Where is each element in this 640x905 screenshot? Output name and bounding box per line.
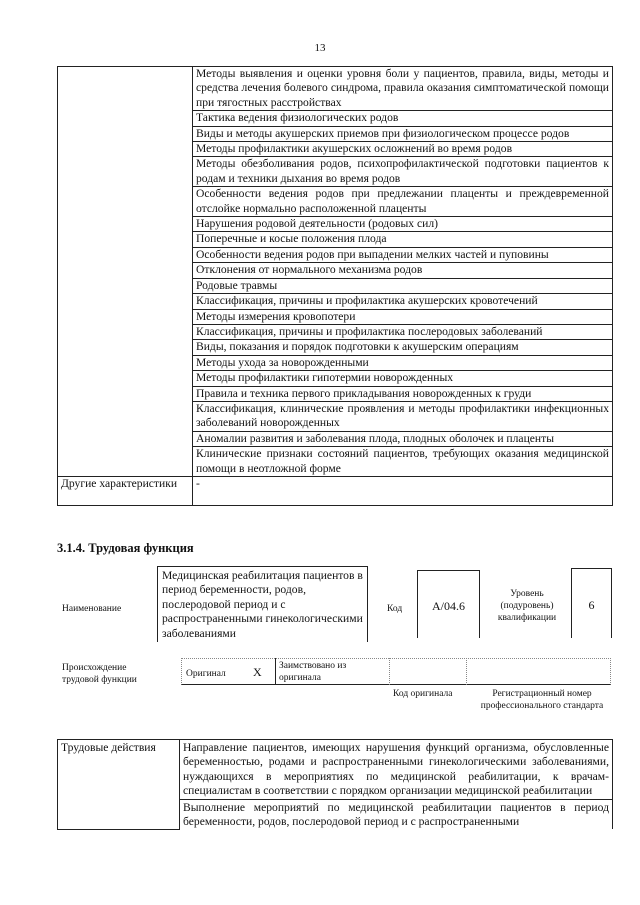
level-value: 6 bbox=[588, 598, 595, 612]
knowledge-item: Поперечные и косые положения плода bbox=[193, 232, 613, 247]
knowledge-item: Методы обезболивания родов, психопрофилактической подготовки пациентов к родам и техники дыхания во время родов bbox=[193, 157, 613, 187]
knowledge-label-cell bbox=[58, 67, 193, 477]
level-label: Уровень (подуровень) квалификации bbox=[497, 589, 557, 623]
knowledge-item: Классификация, причины и профилактика послеродовых заболеваний bbox=[193, 324, 613, 339]
origin-divider-3 bbox=[466, 658, 467, 685]
level-box bbox=[571, 568, 612, 638]
knowledge-item: Методы профилактики акушерских осложнений во время родов bbox=[193, 142, 613, 157]
knowledge-item: Методы выявления и оценки уровня боли у пациентов, правила, виды, методы и средства лечения болевого синдрома, правила оказания симптоматической помощи при тягостных расстройствах bbox=[193, 67, 613, 111]
other-characteristics-row bbox=[58, 476, 613, 505]
duties-table bbox=[57, 739, 613, 830]
reg-number-label: Регистрационный номер профессионального стандарта bbox=[480, 689, 604, 711]
knowledge-row bbox=[58, 67, 613, 111]
origin-divider-1 bbox=[275, 658, 276, 685]
code-original-label: Код оригинала bbox=[393, 689, 453, 699]
duty-row bbox=[58, 740, 613, 800]
duty-item: Выполнение мероприятий по медицинской реабилитации пациентов в период беременности, родов, послеродовой период и с распространенными bbox=[180, 799, 613, 829]
knowledge-item: Особенности ведения родов при выпадении мелких частей и пуповины bbox=[193, 247, 613, 262]
knowledge-item: Правила и техника первого прикладывания новорожденных к груди bbox=[193, 386, 613, 401]
knowledge-item: Классификация, клинические проявления и методы профилактики инфекционных заболеваний новорожденных bbox=[193, 401, 613, 431]
duty-item: Направление пациентов, имеющих нарушения функций организма, обусловленные беременностью, родами и распространенными гинекологическими заболеваниями, нуждающихся в мероприятиях по медицинской реабилитации, к врачам-специалистам в соответствии с порядком организации медицинской реабилитации bbox=[180, 740, 613, 800]
code-box bbox=[417, 570, 480, 638]
knowledge-item: Тактика ведения физиологических родов bbox=[193, 111, 613, 126]
origin-divider-2 bbox=[389, 658, 390, 685]
knowledge-item: Классификация, причины и профилактика акушерских кровотечений bbox=[193, 294, 613, 309]
original-mark: X bbox=[253, 665, 262, 679]
code-value: А/04.6 bbox=[432, 599, 465, 613]
knowledge-item: Методы измерения кровопотери bbox=[193, 309, 613, 324]
function-name-box bbox=[157, 566, 368, 642]
knowledge-table bbox=[57, 66, 613, 506]
code-label: Код bbox=[387, 604, 403, 614]
knowledge-item: Методы профилактики гипотермии новорожденных bbox=[193, 371, 613, 386]
knowledge-item: Методы ухода за новорожденными bbox=[193, 355, 613, 370]
knowledge-item: Виды и методы акушерских приемов при физиологическом процессе родов bbox=[193, 126, 613, 141]
borrowed-label: Заимствовано из оригинала bbox=[279, 661, 347, 683]
function-name: Медицинская реабилитация пациентов в период беременности, родов, послеродовой период и с распространенными гинекологическими заболеваниями bbox=[162, 569, 363, 640]
section-title: 3.1.4. Трудовая функция bbox=[57, 541, 194, 555]
knowledge-item: Особенности ведения родов при предлежании плаценты и преждевременной отслойке нормально расположенной плаценты bbox=[193, 187, 613, 217]
knowledge-item: Нарушения родовой деятельности (родовых сил) bbox=[193, 217, 613, 232]
other-characteristics-label: Другие характеристики bbox=[58, 476, 193, 505]
name-label: Наименование bbox=[62, 604, 122, 614]
knowledge-item: Клинические признаки состояний пациентов, требующих оказания медицинской помощи в неотложной форме bbox=[193, 447, 613, 477]
knowledge-item: Аномалии развития и заболевания плода, плодных оболочек и плаценты bbox=[193, 431, 613, 446]
knowledge-item: Родовые травмы bbox=[193, 278, 613, 293]
original-label: Оригинал bbox=[186, 669, 226, 679]
origin-label: Происхождение трудовой функции bbox=[62, 663, 137, 685]
knowledge-item: Виды, показания и порядок подготовки к акушерским операциям bbox=[193, 340, 613, 355]
knowledge-item: Отклонения от нормального механизма родов bbox=[193, 263, 613, 278]
duties-label: Трудовые действия bbox=[58, 740, 180, 830]
other-characteristics-value: - bbox=[193, 476, 613, 505]
page-number: 13 bbox=[314, 42, 326, 54]
origin-row bbox=[181, 658, 611, 685]
